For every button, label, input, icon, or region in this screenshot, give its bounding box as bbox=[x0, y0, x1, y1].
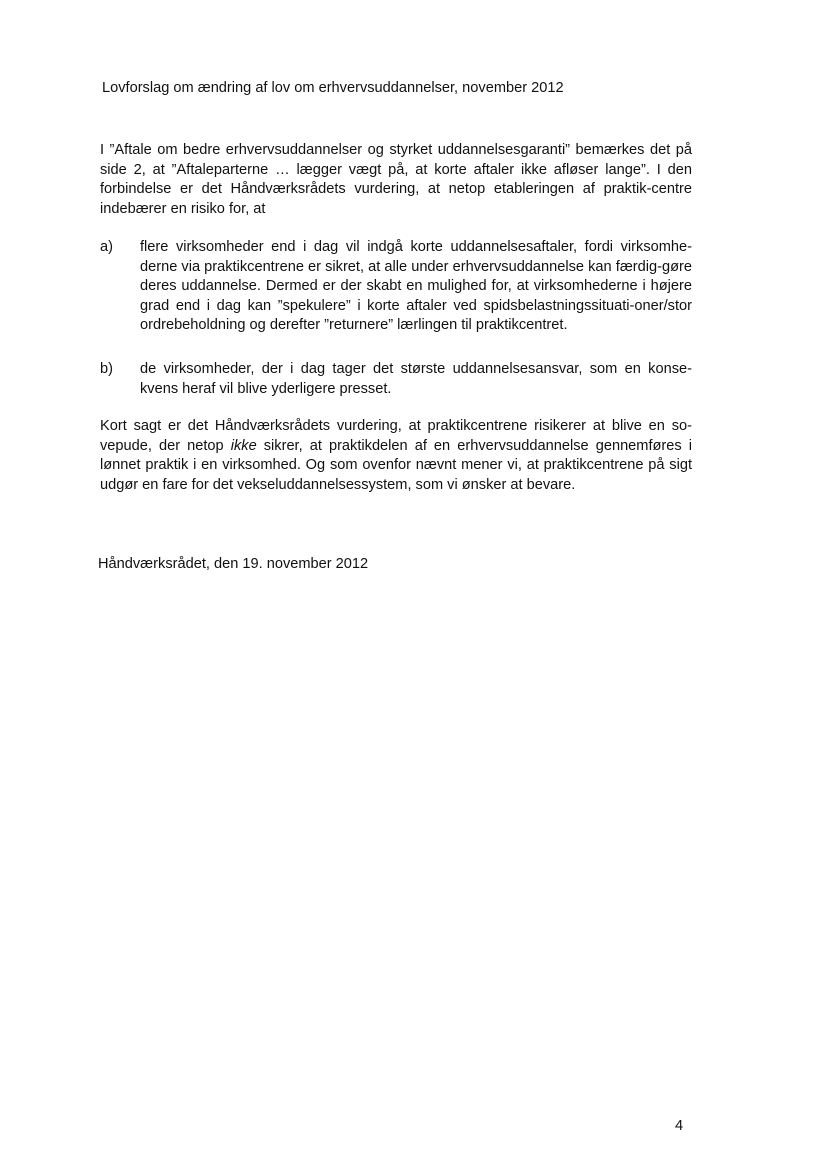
list-text-a: flere virksomheder end i dag vil indgå korte uddannelsesaftaler, fordi virksomhe-derne via praktikcentrene er sikret, at alle under erhvervsuddannelse kan færdig-gøre deres uddannelse. Dermed er der skabt en mulighed for, at virksomhederne i højere grad end i dag kan ”spekulere” i korte aftaler ved spidsbelastningssituati-oner/stor ordrebeholdning og derefter ”returnere” lærlingen til praktikcentret. bbox=[140, 239, 692, 333]
conclusion-text-part2: sikrer, at praktikdelen af en erhvervsuddannelse gennemføres i lønnet praktik i en virksomhed. Og som ovenfor nævnt mener vi, at praktikcentrene på sigt udgør en fare for det vekseluddannelsessystem, som vi ønsker at bevare. bbox=[100, 437, 692, 493]
list-marker-a: a) bbox=[100, 239, 113, 255]
conclusion-text-part1: Kort sagt er det Håndværksrådets vurdering, at praktikcentrene risikerer at blive en so-vepude, der netop bbox=[100, 418, 692, 454]
conclusion-paragraph bbox=[100, 417, 692, 495]
intro-paragraph: I ”Aftale om bedre erhvervsuddannelser og styrket uddannelsesgaranti” bemærkes det på side 2, at ”Aftaleparterne … lægger vægt på, at korte aftaler ikke afløser lange”. I den forbindelse er det Håndværksrådets vurdering, at netop etableringen af praktik-centre indebærer en risiko for, at bbox=[100, 142, 692, 217]
list-text-b: de virksomheder, der i dag tager det største uddannelsesansvar, som en konse-kvens heraf vil blive yderligere presset. bbox=[140, 361, 692, 397]
document-header: Lovforslag om ændring af lov om erhvervsuddannelser, november 2012 bbox=[102, 80, 564, 96]
signature-line: Håndværksrådet, den 19. november 2012 bbox=[98, 556, 369, 572]
page-number: 4 bbox=[675, 1118, 684, 1134]
list-item-b bbox=[100, 360, 692, 399]
conclusion-emphasis: ikke bbox=[230, 437, 257, 454]
list-item-a bbox=[100, 238, 692, 336]
list-marker-b: b) bbox=[100, 361, 113, 377]
